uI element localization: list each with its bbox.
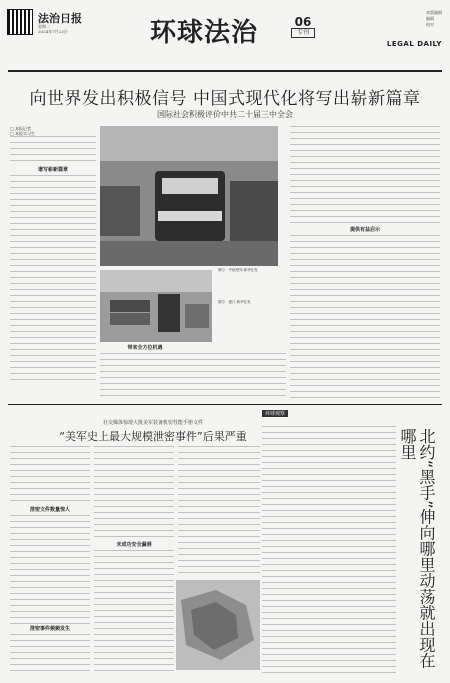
section-divider xyxy=(8,404,442,405)
port-photo xyxy=(100,270,212,342)
subhead-3: 带来全方位机遇 xyxy=(127,345,163,351)
article-col-1 xyxy=(10,126,96,401)
train-caption: 图①：中欧班列 新华社发 xyxy=(218,268,258,272)
main-subheadline: 国际社会积极评价中共二十届三中全会 xyxy=(157,110,293,119)
section-tag: 环球观察 xyxy=(262,410,288,417)
page-number xyxy=(291,16,315,38)
port-caption: 图②：港口 新华社发 xyxy=(218,300,251,304)
map-image xyxy=(176,580,260,670)
section-title: 环球法治 xyxy=(150,18,259,48)
issue-date: 星期二 2024年7月23日 xyxy=(38,24,68,34)
article-col-3 xyxy=(290,126,440,401)
lower-kicker: 社交媒体惊现大批美军装备机密性能手册文件 xyxy=(102,420,203,426)
lower-subhead-1: 泄密文件数量惊人 xyxy=(29,507,70,513)
lower-headline: “美军史上最大规模泄密事件”后果严重 xyxy=(59,430,247,443)
page-tag: 专刊 xyxy=(291,28,315,38)
editor-credits: 本版编辑 编辑 校对 xyxy=(426,10,442,27)
byline: □ 本报记者 □ 本报实习生 xyxy=(10,126,36,136)
qr-code-icon xyxy=(8,10,32,34)
page-number-value: 06 xyxy=(294,15,312,29)
masthead xyxy=(8,4,442,70)
newspaper-brand: 法治日报 xyxy=(38,12,82,25)
masthead-rule xyxy=(8,70,442,72)
main-headline: 向世界发出积极信号 中国式现代化将写出崭新篇章 xyxy=(29,89,421,109)
train-photo xyxy=(100,126,278,266)
lower-subhead-3: 泄密事件频频发生 xyxy=(29,626,70,632)
lower-right-article xyxy=(262,426,396,676)
vertical-headline: 北约“黑手”伸向哪里动荡就出现在哪里 xyxy=(398,428,436,669)
lower-subhead-2: 未成功安全漏洞 xyxy=(116,542,152,548)
legal-daily-logo: LEGAL DAILY xyxy=(386,40,442,48)
article-col-2 xyxy=(100,344,286,401)
subhead-1: 谱写崭新篇章 xyxy=(37,167,68,173)
subhead-2: 提供有益启示 xyxy=(349,227,380,233)
